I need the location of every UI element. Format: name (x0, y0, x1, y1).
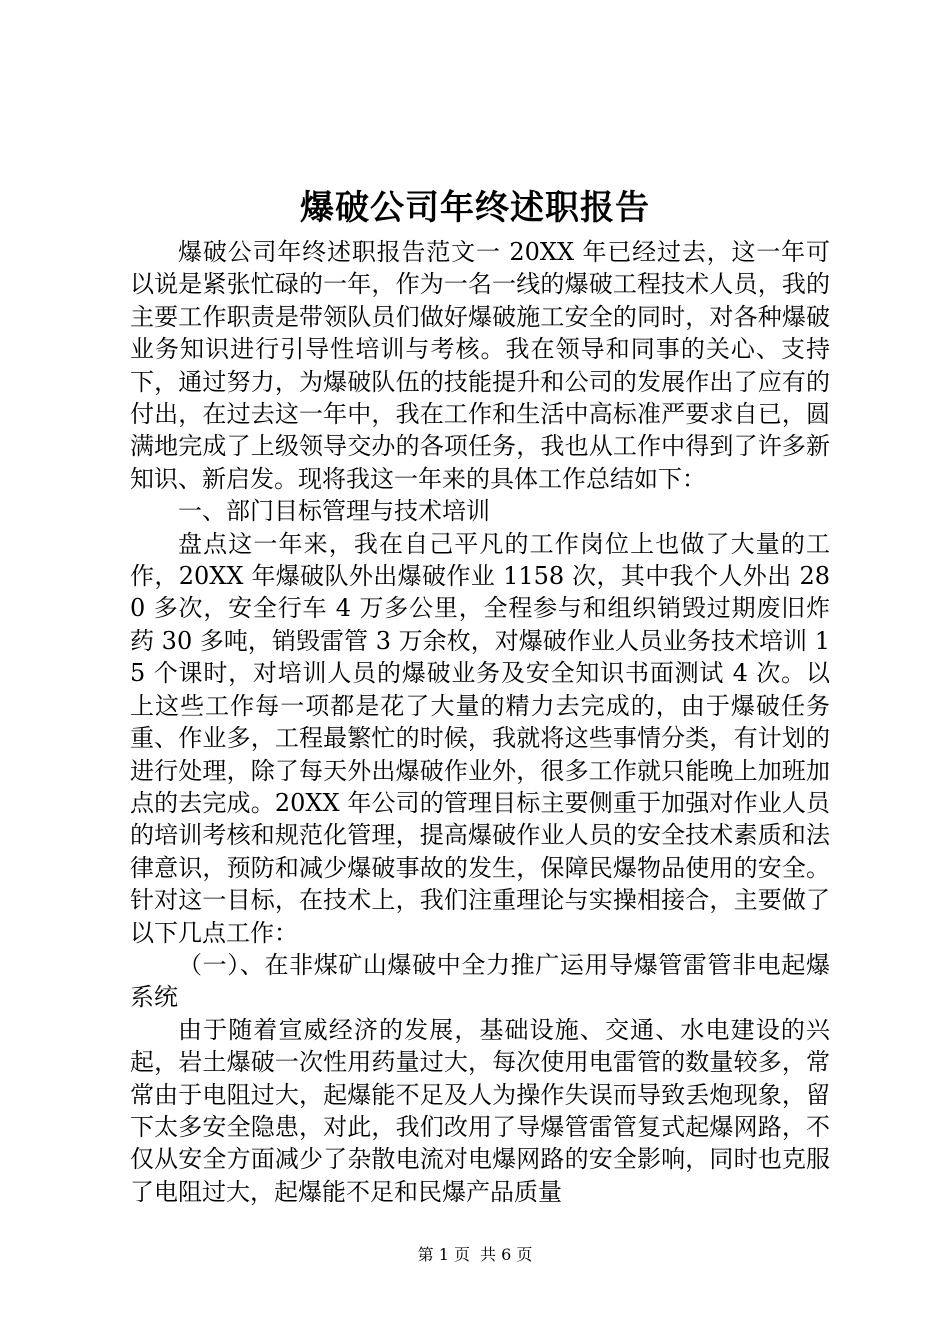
subsection-heading-1: （一）、在非煤矿山爆破中全力推广运用导爆管雷管非电起爆系统 (130, 950, 830, 1012)
document-title: 爆破公司年终述职报告 (300, 188, 650, 228)
document-body (130, 236, 830, 1208)
paragraph-work-summary: 盘点这一年来，我在自己平凡的工作岗位上也做了大量的工作，20XX 年爆破队外出爆破作业 1158 次，其中我个人外出 280 多次，安全行车 4 万多公里，全程参与和组织销毁过期废旧炸药 30 多吨，销毁雷管 3 万余枚，对爆破作业人员业务技术培训 15 个课时，对培训人员的爆破业务及安全知识书面测试 4 次。以上这些工作每一项都是花了大量的精力去完成的，由于爆破任务重、作业多，工程最繁忙的时候，我就将这些事情分类，有计划的进行处理，除了每天外出爆破作业外，很多工作就只能晚上加班加点的去完成。20XX 年公司的管理目标主要侧重于加强对作业人员的培训考核和规范化管理，提高爆破作业人员的安全技术素质和法律意识，预防和减少爆破事故的发生，保障民爆物品使用的安全。针对这一目标，在技术上，我们注重理论与实操相接合，主要做了以下几点工作： (130, 529, 830, 947)
paragraph-intro: 爆破公司年终述职报告范文一 20XX 年已经过去，这一年可以说是紧张忙碌的一年，作为一名一线的爆破工程技术人员，我的主要工作职责是带领队员们做好爆破施工安全的同时，对各种爆破业务知识进行引导性培训与考核。我在领导和同事的关心、支持下，通过努力，为爆破队伍的技能提升和公司的发展作出了应有的付出，在过去这一年中，我在工作和生活中高标准严要求自已，圆满地完成了上级领导交办的各项任务，我也从工作中得到了许多新知识、新启发。现将我这一年来的具体工作总结如下： (130, 238, 830, 493)
page-number: 第 1 页 (417, 1245, 470, 1264)
page-total: 共 6 页 (480, 1245, 533, 1264)
section-heading-1: 一、部门目标管理与技术培训 (178, 497, 490, 526)
paragraph-detonation-system: 由于随着宣威经济的发展，基础设施、交通、水电建设的兴起，岩土爆破一次性用药量过大，每次使用电雷管的数量较多，常常由于电阻过大，起爆能不足及人为操作失误而导致丢炮现象，留下太多安全隐患，对此，我们改用了导爆管雷管复式起爆网路，不仅从安全方面减少了杂散电流对电爆网路的安全影响，同时也克服了电阻过大，起爆能不足和民爆产品质量 (130, 1015, 830, 1206)
page-footer (0, 1244, 950, 1266)
